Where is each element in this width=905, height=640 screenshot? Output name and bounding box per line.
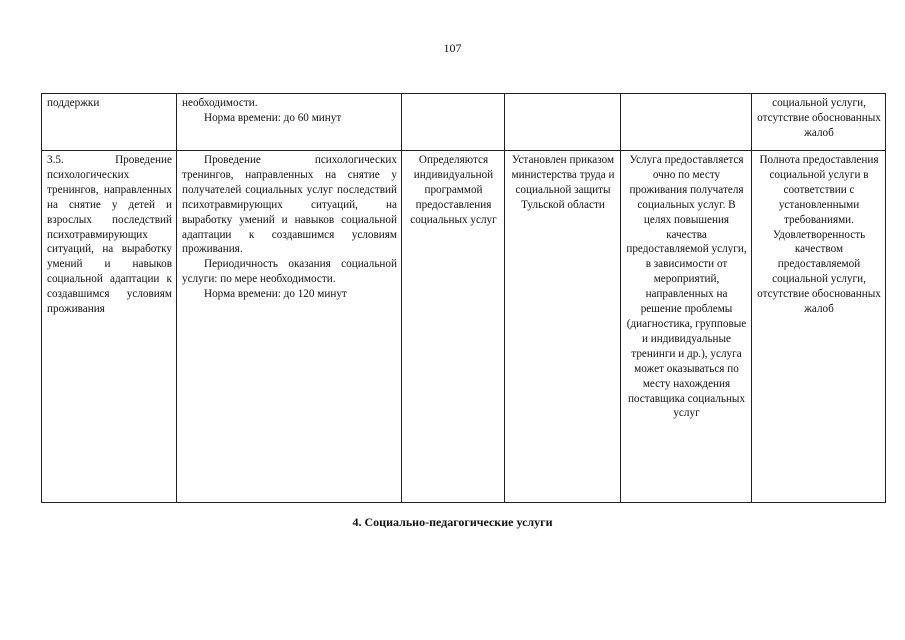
table-row <box>42 94 886 151</box>
periodicity-paragraph: Периодичность оказания социальной услуги: по мере необходимости. <box>182 258 397 286</box>
table-row <box>42 151 886 503</box>
service-name-cell: 3.5. Проведение психологических тренингов, направленных на снятие у детей и взрослых последствий психотравмирующих ситуаций, на выработку умений и навыков социальной адаптации к создавшимся условиям проживания <box>42 151 177 503</box>
services-table <box>41 93 886 503</box>
quality-indicators-cell: социальной услуги, отсутствие обоснованных жалоб <box>752 94 886 151</box>
service-name-cell: поддержки <box>42 94 177 151</box>
volume-cell: Определяются индивидуальной программой предоставления социальных услуг <box>402 151 505 503</box>
service-description-cell <box>177 94 402 151</box>
tariff-cell: Установлен приказом министерства труда и социальной защиты Тульской области <box>505 151 621 503</box>
page-number: 107 <box>443 41 462 55</box>
description-line: необходимости. <box>182 97 258 109</box>
conditions-cell <box>621 94 752 151</box>
time-norm-paragraph: Норма времени: до 120 минут <box>204 288 347 301</box>
quality-indicators-cell: Полнота предоставления социальной услуги в соответствии с установленными требованиями. Удовлетворенность качеством предоставляемой социальной услуги, отсутствие обоснованных жалоб <box>752 151 886 503</box>
service-description-cell <box>177 151 402 503</box>
section-heading: 4. Социально-педагогические услуги <box>352 515 553 529</box>
tariff-cell <box>505 94 621 151</box>
volume-cell <box>402 94 505 151</box>
time-norm-line: Норма времени: до 60 минут <box>204 111 342 124</box>
description-paragraph: Проведение психологических тренингов, направленных на снятие у получателей социальных услуг последствий психотравмирующих ситуаций, на выработку умений и навыков социальной адаптации к создавшимся условиям проживания. <box>182 154 397 256</box>
conditions-cell: Услуга предоставляется очно по месту проживания получателя социальных услуг. В целях повышения качества предоставляемой услуги, в зависимости от мероприятий, направленных на решение проблемы (диагностика, групповые и индивидуальные тренинги и др.), услуга может оказываться по месту нахождения поставщика социальных услуг <box>621 151 752 503</box>
